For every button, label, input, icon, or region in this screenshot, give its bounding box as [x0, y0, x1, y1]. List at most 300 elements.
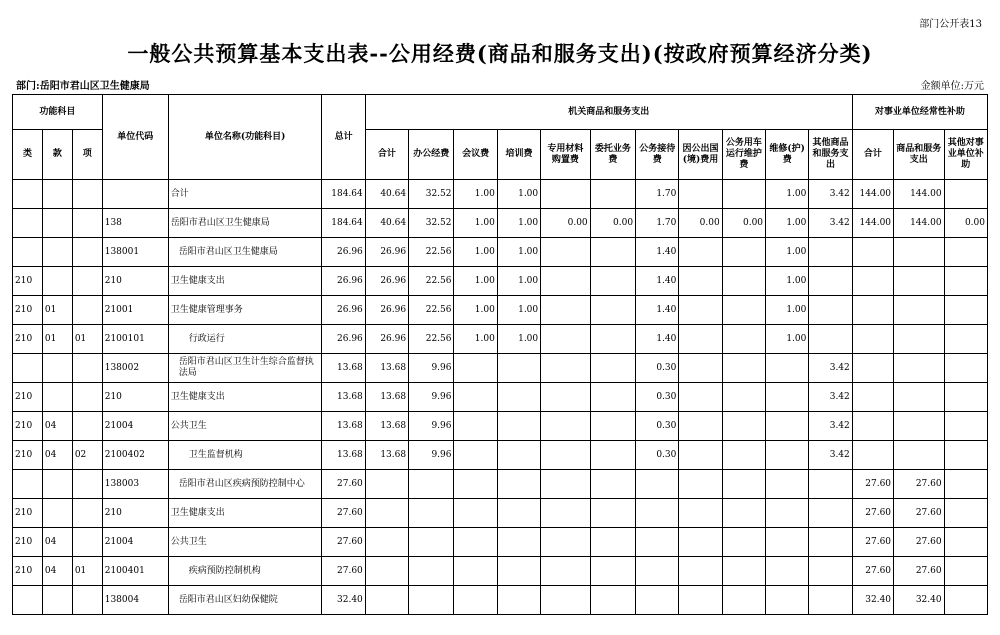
- header-total: 总计: [322, 95, 365, 180]
- cell-c1: [365, 586, 408, 615]
- table-row: [13, 238, 988, 267]
- cell-c11: [809, 296, 852, 325]
- cell-c5: [541, 412, 591, 441]
- header-commission: 委托业务费: [590, 130, 635, 180]
- cell-total: 27.60: [322, 470, 365, 499]
- cell-c6: [590, 412, 635, 441]
- table-row: [13, 586, 988, 615]
- cell-c4: 1.00: [497, 296, 540, 325]
- cell-c9: [722, 238, 765, 267]
- cell-s2: [894, 412, 945, 441]
- cell-s3: [944, 528, 987, 557]
- cell-name: 岳阳市君山区卫生计生综合监督执法局: [168, 354, 322, 383]
- cell-kuan: [42, 354, 72, 383]
- cell-c4: [497, 412, 540, 441]
- cell-xiang: [72, 354, 102, 383]
- cell-c10: [766, 412, 809, 441]
- cell-name: 岳阳市君山区卫生健康局: [168, 209, 322, 238]
- cell-c8: [679, 354, 722, 383]
- cell-c4: [497, 441, 540, 470]
- cell-lei: 210: [13, 557, 43, 586]
- cell-c3: [454, 354, 497, 383]
- cell-code: 21001: [102, 296, 168, 325]
- cell-total: 26.96: [322, 325, 365, 354]
- cell-c9: 0.00: [722, 209, 765, 238]
- cell-c7: 1.40: [636, 296, 679, 325]
- cell-s2: 27.60: [894, 470, 945, 499]
- cell-c9: [722, 354, 765, 383]
- cell-c8: [679, 412, 722, 441]
- cell-lei: 210: [13, 383, 43, 412]
- cell-c6: [590, 528, 635, 557]
- cell-s1: [852, 238, 893, 267]
- cell-c7: [636, 470, 679, 499]
- cell-s3: 0.00: [944, 209, 987, 238]
- cell-name: 卫生健康支出: [168, 383, 322, 412]
- table-row: [13, 296, 988, 325]
- header-materials: 专用材料购置费: [541, 130, 591, 180]
- table-row: [13, 441, 988, 470]
- cell-kuan: [42, 470, 72, 499]
- cell-s3: [944, 499, 987, 528]
- cell-c3: [454, 441, 497, 470]
- header-subsidy: 对事业单位经常性补助: [852, 95, 987, 130]
- cell-c8: [679, 528, 722, 557]
- cell-xiang: [72, 180, 102, 209]
- cell-total: 32.40: [322, 586, 365, 615]
- cell-c1: 26.96: [365, 238, 408, 267]
- cell-name: 卫生健康支出: [168, 267, 322, 296]
- cell-total: 13.68: [322, 383, 365, 412]
- cell-c1: 13.68: [365, 441, 408, 470]
- cell-s3: [944, 267, 987, 296]
- cell-c2: 22.56: [409, 296, 454, 325]
- cell-c4: [497, 586, 540, 615]
- cell-xiang: [72, 586, 102, 615]
- cell-code: 21004: [102, 412, 168, 441]
- cell-c10: [766, 354, 809, 383]
- cell-c5: [541, 383, 591, 412]
- cell-kuan: [42, 267, 72, 296]
- cell-code: 2100402: [102, 441, 168, 470]
- cell-name: 卫生健康管理事务: [168, 296, 322, 325]
- cell-c8: [679, 383, 722, 412]
- cell-s1: 144.00: [852, 180, 893, 209]
- cell-total: 27.60: [322, 499, 365, 528]
- cell-s2: [894, 441, 945, 470]
- cell-c9: [722, 441, 765, 470]
- cell-lei: [13, 238, 43, 267]
- cell-c4: 1.00: [497, 325, 540, 354]
- cell-c4: [497, 354, 540, 383]
- cell-kuan: [42, 499, 72, 528]
- header-kuan: 款: [42, 130, 72, 180]
- cell-code: 138: [102, 209, 168, 238]
- cell-c1: 13.68: [365, 383, 408, 412]
- cell-c6: [590, 267, 635, 296]
- cell-kuan: 04: [42, 412, 72, 441]
- cell-lei: 210: [13, 412, 43, 441]
- cell-code: 138003: [102, 470, 168, 499]
- cell-s3: [944, 354, 987, 383]
- cell-c2: [409, 557, 454, 586]
- cell-c9: [722, 499, 765, 528]
- cell-code: 2100401: [102, 557, 168, 586]
- header-vehicle: 公务用车运行维护费: [722, 130, 765, 180]
- cell-c1: 13.68: [365, 412, 408, 441]
- cell-c8: [679, 586, 722, 615]
- cell-c4: [497, 383, 540, 412]
- cell-name: 卫生健康支出: [168, 499, 322, 528]
- cell-c6: [590, 354, 635, 383]
- cell-code: [102, 180, 168, 209]
- cell-c9: [722, 325, 765, 354]
- cell-c2: 9.96: [409, 383, 454, 412]
- cell-c5: [541, 441, 591, 470]
- cell-c3: [454, 499, 497, 528]
- header-training: 培训费: [497, 130, 540, 180]
- cell-s2: 27.60: [894, 557, 945, 586]
- cell-code: 210: [102, 499, 168, 528]
- page-title: 一般公共预算基本支出表--公用经费(商品和服务支出)(按政府预算经济分类): [127, 41, 873, 66]
- cell-c10: [766, 499, 809, 528]
- budget-table: [12, 94, 988, 615]
- cell-s2: [894, 296, 945, 325]
- cell-s3: [944, 412, 987, 441]
- cell-c1: [365, 528, 408, 557]
- cell-s3: [944, 325, 987, 354]
- cell-s2: 32.40: [894, 586, 945, 615]
- cell-c1: 40.64: [365, 180, 408, 209]
- cell-s3: [944, 586, 987, 615]
- cell-c11: [809, 499, 852, 528]
- cell-c9: [722, 296, 765, 325]
- cell-c3: 1.00: [454, 325, 497, 354]
- cell-s3: [944, 296, 987, 325]
- cell-c7: 1.70: [636, 180, 679, 209]
- cell-xiang: [72, 528, 102, 557]
- cell-c1: 26.96: [365, 296, 408, 325]
- cell-code: 2100101: [102, 325, 168, 354]
- header-unit-code: 单位代码: [102, 95, 168, 180]
- cell-kuan: [42, 586, 72, 615]
- cell-c9: [722, 412, 765, 441]
- cell-c7: 1.40: [636, 267, 679, 296]
- cell-c5: [541, 296, 591, 325]
- cell-c10: [766, 557, 809, 586]
- cell-lei: [13, 354, 43, 383]
- cell-code: 210: [102, 383, 168, 412]
- cell-c1: [365, 499, 408, 528]
- table-row: [13, 557, 988, 586]
- cell-c6: [590, 180, 635, 209]
- cell-c2: 22.56: [409, 325, 454, 354]
- cell-total: 184.64: [322, 180, 365, 209]
- cell-c3: [454, 528, 497, 557]
- cell-c11: 3.42: [809, 383, 852, 412]
- cell-c1: 40.64: [365, 209, 408, 238]
- cell-c8: [679, 238, 722, 267]
- table-row: [13, 383, 988, 412]
- cell-c6: [590, 325, 635, 354]
- cell-name: 行政运行: [168, 325, 322, 354]
- cell-c7: [636, 557, 679, 586]
- cell-s3: [944, 557, 987, 586]
- cell-s1: 27.60: [852, 528, 893, 557]
- header-reception: 公务接待费: [636, 130, 679, 180]
- cell-c4: [497, 470, 540, 499]
- cell-s3: [944, 238, 987, 267]
- cell-code: 138001: [102, 238, 168, 267]
- cell-c8: 0.00: [679, 209, 722, 238]
- cell-code: 210: [102, 267, 168, 296]
- header-sub-goods: 商品和服务支出: [894, 130, 945, 180]
- cell-c1: [365, 470, 408, 499]
- cell-code: 21004: [102, 528, 168, 557]
- cell-name: 卫生监督机构: [168, 441, 322, 470]
- cell-c7: 1.40: [636, 238, 679, 267]
- cell-xiang: [72, 267, 102, 296]
- cell-c1: 26.96: [365, 325, 408, 354]
- cell-xiang: 02: [72, 441, 102, 470]
- cell-c7: 0.30: [636, 383, 679, 412]
- cell-total: 184.64: [322, 209, 365, 238]
- cell-c11: 3.42: [809, 412, 852, 441]
- cell-c8: [679, 470, 722, 499]
- cell-c5: [541, 499, 591, 528]
- cell-c9: [722, 528, 765, 557]
- table-row: [13, 354, 988, 383]
- cell-xiang: [72, 499, 102, 528]
- cell-c11: [809, 528, 852, 557]
- cell-name: 合计: [168, 180, 322, 209]
- table-row: [13, 209, 988, 238]
- cell-lei: 210: [13, 296, 43, 325]
- table-number-tag: 部门公开表13: [919, 19, 982, 30]
- cell-c10: [766, 441, 809, 470]
- cell-total: 27.60: [322, 528, 365, 557]
- cell-c11: [809, 470, 852, 499]
- cell-c4: 1.00: [497, 209, 540, 238]
- cell-c7: 1.40: [636, 325, 679, 354]
- cell-c10: 1.00: [766, 325, 809, 354]
- cell-c3: 1.00: [454, 296, 497, 325]
- cell-c2: 9.96: [409, 441, 454, 470]
- cell-total: 13.68: [322, 354, 365, 383]
- cell-c1: [365, 557, 408, 586]
- cell-kuan: 01: [42, 325, 72, 354]
- cell-s2: 27.60: [894, 528, 945, 557]
- cell-c10: [766, 528, 809, 557]
- cell-c10: [766, 470, 809, 499]
- cell-xiang: 01: [72, 325, 102, 354]
- cell-c4: 1.00: [497, 238, 540, 267]
- cell-xiang: 01: [72, 557, 102, 586]
- header-abroad: 因公出国(境)费用: [679, 130, 722, 180]
- cell-c11: 3.42: [809, 209, 852, 238]
- cell-s1: [852, 412, 893, 441]
- table-row: [13, 528, 988, 557]
- cell-c2: 32.52: [409, 209, 454, 238]
- cell-c7: [636, 499, 679, 528]
- header-sub-total: 合计: [852, 130, 893, 180]
- cell-s1: 27.60: [852, 470, 893, 499]
- cell-kuan: [42, 238, 72, 267]
- cell-total: 26.96: [322, 267, 365, 296]
- cell-name: 疾病预防控制机构: [168, 557, 322, 586]
- cell-lei: [13, 470, 43, 499]
- cell-s2: [894, 238, 945, 267]
- cell-lei: 210: [13, 441, 43, 470]
- cell-lei: 210: [13, 267, 43, 296]
- cell-lei: [13, 180, 43, 209]
- cell-c2: 22.56: [409, 238, 454, 267]
- cell-s2: 144.00: [894, 209, 945, 238]
- cell-c6: [590, 238, 635, 267]
- cell-c8: [679, 180, 722, 209]
- cell-kuan: [42, 383, 72, 412]
- cell-s2: [894, 354, 945, 383]
- cell-code: 138004: [102, 586, 168, 615]
- table-row: [13, 267, 988, 296]
- cell-c3: 1.00: [454, 267, 497, 296]
- cell-total: 27.60: [322, 557, 365, 586]
- cell-c10: 1.00: [766, 296, 809, 325]
- cell-c2: 22.56: [409, 267, 454, 296]
- cell-name: 公共卫生: [168, 528, 322, 557]
- cell-s3: [944, 180, 987, 209]
- cell-c4: 1.00: [497, 267, 540, 296]
- cell-c8: [679, 557, 722, 586]
- cell-total: 26.96: [322, 238, 365, 267]
- header-xiang: 项: [72, 130, 102, 180]
- cell-c2: [409, 499, 454, 528]
- cell-c5: [541, 528, 591, 557]
- header-other-goods: 其他商品和服务支出: [809, 130, 852, 180]
- cell-c10: [766, 383, 809, 412]
- cell-c8: [679, 441, 722, 470]
- cell-s2: [894, 267, 945, 296]
- cell-c4: 1.00: [497, 180, 540, 209]
- cell-xiang: [72, 209, 102, 238]
- cell-c2: [409, 470, 454, 499]
- cell-c2: 9.96: [409, 412, 454, 441]
- cell-c5: [541, 470, 591, 499]
- cell-kuan: [42, 209, 72, 238]
- cell-c10: 1.00: [766, 238, 809, 267]
- cell-s2: 144.00: [894, 180, 945, 209]
- cell-s1: [852, 441, 893, 470]
- table-row: [13, 325, 988, 354]
- cell-c4: [497, 528, 540, 557]
- cell-c2: 9.96: [409, 354, 454, 383]
- cell-c1: 13.68: [365, 354, 408, 383]
- table-row: [13, 180, 988, 209]
- cell-c7: 1.70: [636, 209, 679, 238]
- cell-c11: [809, 238, 852, 267]
- cell-xiang: [72, 383, 102, 412]
- cell-c3: 1.00: [454, 238, 497, 267]
- header-sub-other: 其他对事业单位补助: [944, 130, 987, 180]
- header-lei: 类: [13, 130, 43, 180]
- header-unit-name: 单位名称(功能科目): [168, 95, 322, 180]
- cell-c9: [722, 267, 765, 296]
- cell-c6: [590, 557, 635, 586]
- cell-xiang: [72, 238, 102, 267]
- cell-c9: [722, 180, 765, 209]
- cell-c11: [809, 325, 852, 354]
- cell-s1: [852, 354, 893, 383]
- cell-s1: 27.60: [852, 499, 893, 528]
- cell-code: 138002: [102, 354, 168, 383]
- cell-c5: [541, 325, 591, 354]
- header-meeting: 会议费: [454, 130, 497, 180]
- cell-c7: 0.30: [636, 412, 679, 441]
- cell-c5: [541, 238, 591, 267]
- table-row: [13, 412, 988, 441]
- cell-c3: 1.00: [454, 209, 497, 238]
- cell-c11: [809, 557, 852, 586]
- cell-s2: [894, 325, 945, 354]
- cell-c11: [809, 267, 852, 296]
- table-row: [13, 470, 988, 499]
- cell-c10: 1.00: [766, 209, 809, 238]
- header-subtotal: 合计: [365, 130, 408, 180]
- cell-lei: 210: [13, 499, 43, 528]
- cell-c5: [541, 354, 591, 383]
- cell-c11: 3.42: [809, 354, 852, 383]
- cell-c8: [679, 296, 722, 325]
- cell-kuan: 01: [42, 296, 72, 325]
- cell-xiang: [72, 412, 102, 441]
- cell-c6: [590, 586, 635, 615]
- cell-c11: 3.42: [809, 441, 852, 470]
- cell-c6: [590, 470, 635, 499]
- department-label: 部门:岳阳市君山区卫生健康局: [16, 81, 150, 92]
- cell-c7: 0.30: [636, 354, 679, 383]
- cell-s1: 144.00: [852, 209, 893, 238]
- cell-c9: [722, 470, 765, 499]
- cell-c9: [722, 557, 765, 586]
- cell-s1: 32.40: [852, 586, 893, 615]
- cell-s3: [944, 470, 987, 499]
- cell-kuan: 04: [42, 441, 72, 470]
- cell-c3: 1.00: [454, 180, 497, 209]
- cell-c10: [766, 586, 809, 615]
- cell-s1: [852, 296, 893, 325]
- cell-kuan: 04: [42, 557, 72, 586]
- cell-c8: [679, 499, 722, 528]
- cell-c10: 1.00: [766, 267, 809, 296]
- cell-c6: [590, 499, 635, 528]
- cell-c4: [497, 499, 540, 528]
- cell-c3: [454, 557, 497, 586]
- cell-name: 岳阳市君山区妇幼保健院: [168, 586, 322, 615]
- header-org-goods-services: 机关商品和服务支出: [365, 95, 852, 130]
- cell-c10: 1.00: [766, 180, 809, 209]
- cell-c9: [722, 586, 765, 615]
- cell-name: 岳阳市君山区疾病预防控制中心: [168, 470, 322, 499]
- header-repair: 维修(护)费: [766, 130, 809, 180]
- cell-c11: [809, 586, 852, 615]
- cell-c6: [590, 441, 635, 470]
- cell-kuan: 04: [42, 528, 72, 557]
- cell-c9: [722, 383, 765, 412]
- cell-s2: 27.60: [894, 499, 945, 528]
- cell-c7: [636, 586, 679, 615]
- cell-c2: [409, 586, 454, 615]
- cell-total: 13.68: [322, 412, 365, 441]
